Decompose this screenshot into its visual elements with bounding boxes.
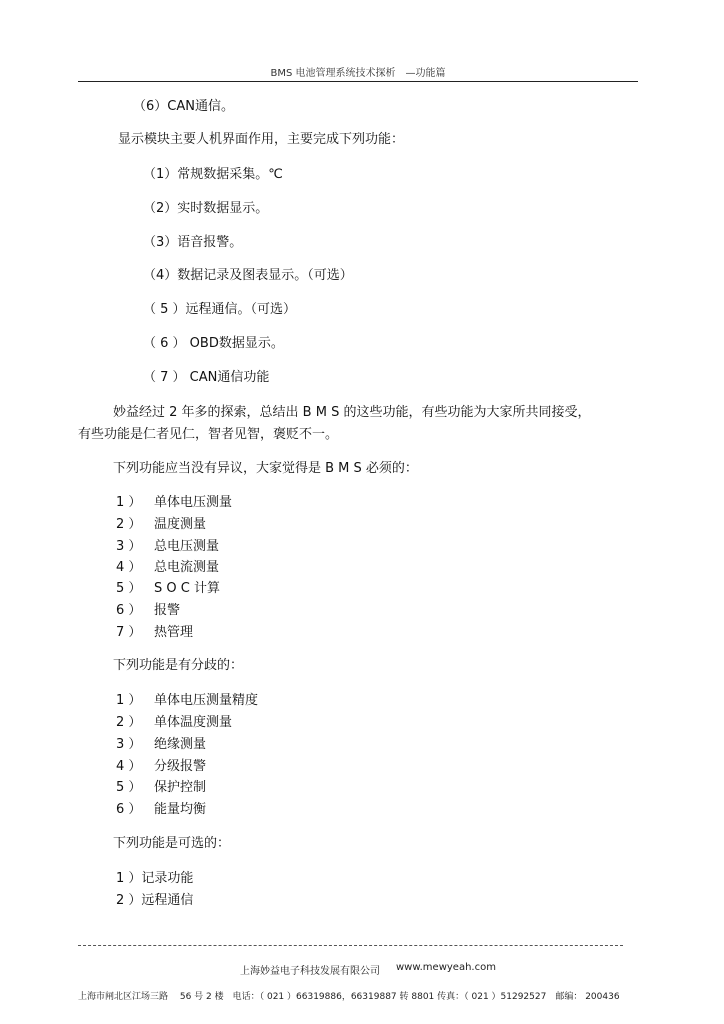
optional-item-1: 1 ）记录功能	[116, 871, 194, 886]
disputed-item-number: 5 ）	[116, 780, 142, 795]
required-item-number: 4 ）	[116, 560, 142, 575]
footer-company-name: 上海妙益电子科技发展有限公司	[240, 966, 380, 977]
disputed-item-number: 6 ）	[116, 802, 142, 817]
can-communication-item: （6）CAN通信。	[133, 99, 234, 114]
required-item-text: 温度测量	[154, 517, 207, 532]
required-item-number: 2 ）	[116, 517, 142, 532]
disputed-item-number: 2 ）	[116, 715, 142, 730]
display-item-5: （ 5 ）远程通信。（可选）	[143, 302, 297, 317]
required-item-text: 单体电压测量	[154, 495, 233, 510]
footer-contact-address: 上海市闸北区江场三路 56 号 2 楼 电话：（ 021 ）66319886，66319887 转 8801 传真：（ 021 ）51292527 邮编： 200436	[78, 992, 620, 1002]
footer-website: www.mewyeah.com	[396, 962, 496, 973]
required-item-number: 1 ）	[116, 495, 142, 510]
disputed-item-number: 1 ）	[116, 693, 142, 708]
disputed-item-text: 分级报警	[154, 759, 207, 774]
required-functions-heading: 下列功能应当没有异议，大家觉得是 B M S 必须的：	[113, 461, 418, 476]
display-item-3: （3）语音报警。	[143, 235, 243, 250]
summary-paragraph-line-2: 有些功能是仁者见仁，智者见智，褒贬不一。	[78, 427, 339, 442]
display-item-1: （1）常规数据采集。℃	[143, 167, 283, 182]
required-item-text: 总电流测量	[154, 560, 220, 575]
display-item-4: （4）数据记录及图表显示。（可选）	[143, 268, 353, 283]
disputed-item-text: 保护控制	[154, 780, 207, 795]
required-item-number: 6 ）	[116, 603, 142, 618]
required-item-text: 总电压测量	[154, 539, 220, 554]
required-item-number: 3 ）	[116, 539, 142, 554]
disputed-item-number: 4 ）	[116, 759, 142, 774]
disputed-item-text: 单体电压测量精度	[154, 693, 259, 708]
required-item-number: 7 ）	[116, 625, 142, 640]
required-item-text: 热管理	[154, 625, 194, 640]
optional-item-2: 2 ）远程通信	[116, 893, 194, 908]
disputed-item-text: 能量均衡	[154, 802, 207, 817]
header-rule	[78, 81, 638, 82]
display-item-7: （ 7 ） CAN通信功能	[143, 370, 270, 385]
display-module-intro: 显示模块主要人机界面作用，主要完成下列功能：	[118, 132, 405, 147]
footer-rule	[78, 945, 623, 946]
summary-paragraph-line-1: 妙益经过 2 年多的探索，总结出 B M S 的这些功能，有些功能为大家所共同接受，	[113, 405, 591, 420]
optional-functions-heading: 下列功能是可选的：	[113, 836, 231, 851]
required-item-number: 5 ）	[116, 581, 142, 596]
page-header: BMS 电池管理系统技术探析 —功能篇	[270, 68, 446, 79]
disputed-functions-heading: 下列功能是有分歧的：	[113, 658, 244, 673]
required-item-text: S O C 计算	[154, 581, 220, 596]
display-item-6: （ 6 ） OBD数据显示。	[143, 336, 284, 351]
display-item-2: （2）实时数据显示。	[143, 201, 269, 216]
disputed-item-text: 绝缘测量	[154, 737, 207, 752]
disputed-item-text: 单体温度测量	[154, 715, 233, 730]
required-item-text: 报警	[154, 603, 181, 618]
disputed-item-number: 3 ）	[116, 737, 142, 752]
